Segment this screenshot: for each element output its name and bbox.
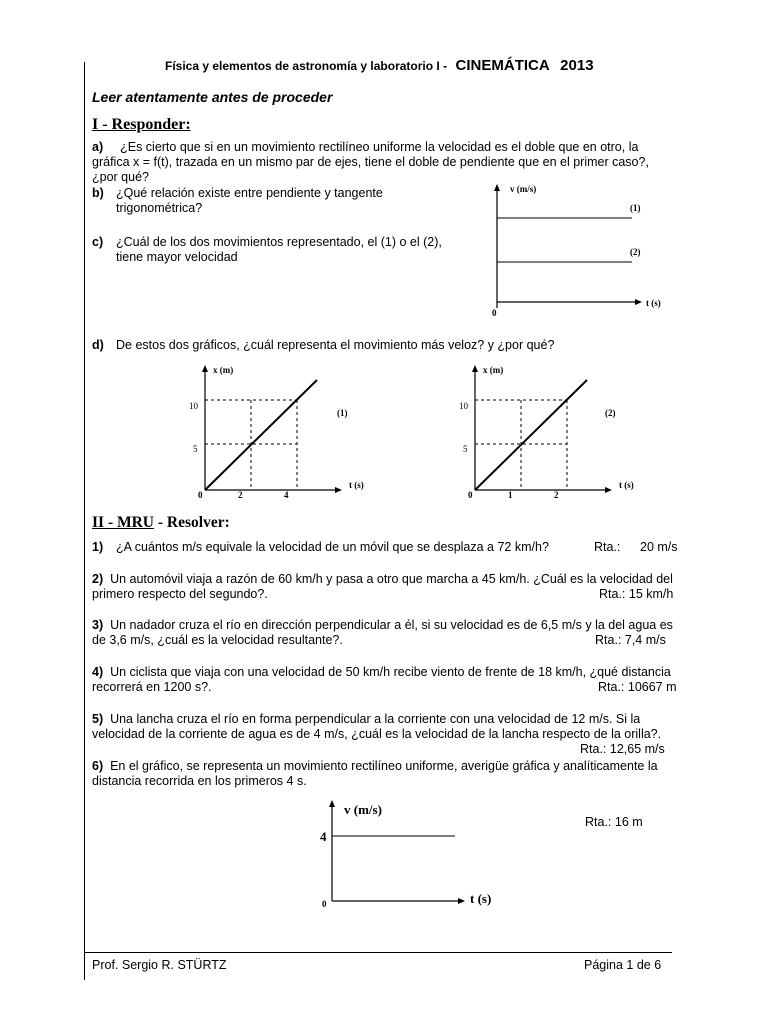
question-a-label: a)	[92, 140, 104, 154]
d1-origin: 0	[198, 490, 203, 500]
left-margin-rule	[84, 62, 85, 980]
d1-y-arrow	[202, 365, 208, 372]
problem-4-answer: Rta.: 10667 m	[598, 680, 677, 694]
footer-page-number: Página 1 de 6	[584, 958, 662, 972]
position-time-graph-1	[185, 360, 385, 505]
question-d-text: De estos dos gráficos, ¿cuál representa el movimiento más veloz? y ¿por qué?	[116, 338, 555, 352]
footer-author: Prof. Sergio R. STÜRTZ	[92, 958, 227, 972]
d1-xlabel: t (s)	[349, 480, 364, 490]
question-c-label: c)	[92, 235, 104, 249]
problem-5-answer: Rta.: 12,65 m/s	[580, 742, 665, 756]
vt6-ytick-4: 4	[320, 829, 327, 844]
d1-ytick-10: 10	[189, 401, 198, 411]
vt-ylabel: v (m/s)	[510, 184, 537, 194]
vt-x-arrow	[635, 299, 642, 305]
d1-xtick-2: 2	[238, 490, 243, 500]
problem-6-number: 6)	[92, 759, 104, 773]
d2-ytick-5: 5	[463, 444, 468, 454]
problem-6-answer: Rta.: 16 m	[585, 815, 643, 829]
velocity-time-graph	[480, 180, 680, 320]
header-topic: CINEMÁTICA	[455, 57, 550, 74]
problem-5-number: 5)	[92, 712, 104, 726]
question-a	[92, 140, 677, 185]
page-header	[165, 57, 594, 75]
velocity-time-graph-problem-6	[310, 795, 510, 915]
d1-ylabel: x (m)	[213, 365, 234, 375]
question-d-label: d)	[92, 338, 104, 352]
question-b-label: b)	[92, 186, 104, 200]
intro-note: Leer atentamente antes de proceder	[92, 89, 333, 105]
problem-4-text: Un ciclista que viaja con una velocidad de 50 km/h recibe viento de frente de 18 km/h, ¿qué distancia recorrerá en 1200 s?.	[92, 665, 671, 694]
d1-motion-line	[205, 380, 317, 490]
problem-2-text: Un automóvil viaja a razón de 60 km/h y pasa a otro que marcha a 45 km/h. ¿Cuál es la velocidad del primero respecto del segundo?.	[92, 572, 673, 601]
problem-3-number: 3)	[92, 618, 104, 632]
d1-xtick-4: 4	[284, 490, 289, 500]
vt-xlabel: t (s)	[646, 298, 661, 308]
d2-label: (2)	[605, 408, 616, 418]
problem-1-answer-label: Rta.:	[594, 540, 621, 554]
problem-4	[92, 665, 680, 695]
problem-4-number: 4)	[92, 665, 104, 679]
d1-ytick-5: 5	[193, 444, 198, 454]
vt-origin: 0	[492, 308, 497, 318]
problem-3	[92, 618, 680, 648]
d2-xtick-2: 2	[554, 490, 559, 500]
vt6-origin: 0	[322, 899, 327, 909]
d2-x-arrow	[605, 487, 612, 493]
problem-6-text: En el gráfico, se representa un movimiento rectilíneo uniforme, averigüe gráfica y analíticamente la distancia recorrida en los primeros 4 s.	[92, 759, 658, 788]
d2-xtick-1: 1	[508, 490, 513, 500]
footer-rule	[84, 952, 672, 953]
header-year: 2013	[560, 57, 594, 74]
d2-motion-line	[475, 380, 587, 490]
problem-1-text: ¿A cuántos m/s equivale la velocidad de un móvil que se desplaza a 72 km/h?	[116, 540, 549, 554]
problem-1-answer: 20 m/s	[640, 540, 678, 554]
position-time-graph-2	[455, 360, 655, 505]
problem-3-text: Un nadador cruza el río en dirección perpendicular a él, si su velocidad es de 6,5 m/s y la del agua es de 3,6 m/s, ¿cuál es la velocidad resultante?.	[92, 618, 673, 647]
problem-2-number: 2)	[92, 572, 104, 586]
section2-title-roman: II - MRU	[92, 514, 154, 531]
section2-title-rest: - Resolver:	[154, 514, 230, 531]
question-c-text: ¿Cuál de los dos movimientos representado, el (1) o el (2), tiene mayor velocidad	[116, 235, 442, 264]
vt6-y-arrow	[329, 800, 335, 807]
d2-y-arrow	[472, 365, 478, 372]
d1-x-arrow	[335, 487, 342, 493]
problem-1-number: 1)	[92, 540, 104, 554]
vt6-x-arrow	[458, 898, 465, 904]
problem-2	[92, 572, 680, 602]
question-a-text: ¿Es cierto que si en un movimiento rectilíneo uniforme la velocidad es el doble que en otro, la gráfica x = f(t), trazada en un mismo par de ejes, tiene el doble de pendiente que en el primer caso?, ¿por qué?	[92, 140, 649, 184]
problem-6	[92, 759, 680, 789]
section2-title	[92, 514, 230, 532]
problem-3-answer: Rta.: 7,4 m/s	[595, 633, 666, 647]
vt-y-arrow	[494, 184, 500, 191]
problem-2-answer: Rta.: 15 km/h	[599, 587, 674, 601]
d2-ylabel: x (m)	[483, 365, 504, 375]
problem-5	[92, 712, 680, 742]
problem-5-text: Una lancha cruza el río en forma perpendicular a la corriente con una velocidad de 12 m/s. Si la velocidad de la corriente de agua es de 4 m/s, ¿cuál es la velocidad de la lancha respecto de la orilla?.	[92, 712, 662, 741]
vt6-xlabel: t (s)	[470, 891, 492, 906]
section1-title: I - Responder:	[92, 116, 191, 133]
header-subject: Física y elementos de astronomía y laboratorio I -	[165, 59, 448, 73]
d2-xlabel: t (s)	[619, 480, 634, 490]
vt6-ylabel: v (m/s)	[344, 802, 382, 817]
vt-label-2: (2)	[630, 247, 641, 257]
d2-ytick-10: 10	[459, 401, 468, 411]
d1-label: (1)	[337, 408, 348, 418]
d2-origin: 0	[468, 490, 473, 500]
vt-label-1: (1)	[630, 203, 641, 213]
question-b-text: ¿Qué relación existe entre pendiente y tangente trigonométrica?	[116, 186, 383, 215]
